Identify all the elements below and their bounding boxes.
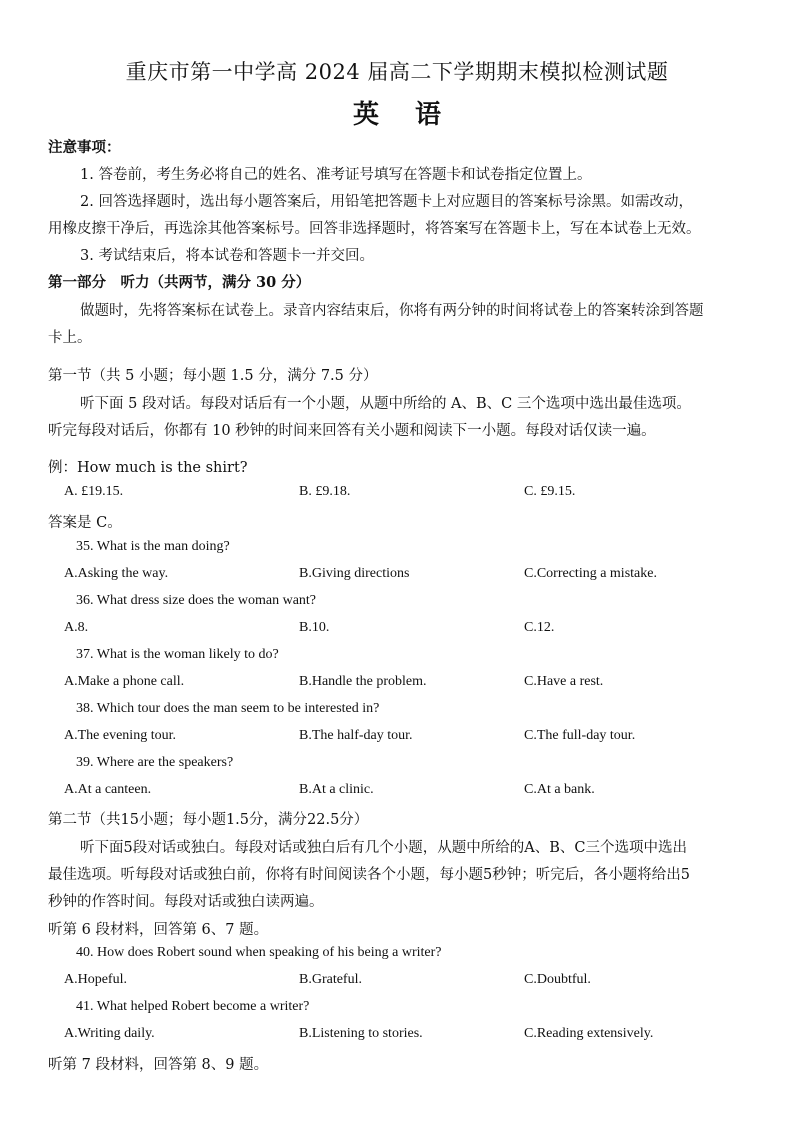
option-b: B.Handle the problem.	[299, 674, 427, 689]
option-b: B.The half-day tour.	[299, 728, 413, 743]
example-option-a: A. £19.15.	[64, 484, 124, 499]
section2-heading: 第二节（共15小题；每小题1.5分，满分22.5分）	[48, 812, 369, 828]
option-a: A.At a canteen.	[64, 782, 152, 797]
option-b: B.Grateful.	[299, 972, 362, 987]
option-c: C.At a bank.	[524, 782, 595, 797]
part1-intro: 卡上。	[48, 330, 92, 346]
question-41: 41. What helped Robert become a writer?	[76, 999, 310, 1014]
section1-intro: 听下面 5 段对话。每段对话后有一个小题，从题中所给的 A、B、C 三个选项中选出最佳选项。	[80, 396, 691, 412]
section1-intro: 听完每段对话后，你都有 10 秒钟的时间来回答有关小题和阅读下一小题。每段对话仅读一遍。	[48, 423, 656, 439]
option-a: A.Asking the way.	[64, 566, 169, 581]
example-answer: 答案是 C。	[48, 515, 122, 531]
option-a: A.8.	[64, 620, 89, 635]
section2-intro: 听下面5段对话或独白。每段对话或独白后有几个小题，从题中所给的A、B、C三个选项中选出	[80, 840, 687, 856]
option-c: C.Correcting a mistake.	[524, 566, 657, 581]
example-option-b: B. £9.18.	[299, 484, 351, 499]
option-a: A.Hopeful.	[64, 972, 127, 987]
notice-item: 3. 考试结束后，将本试卷和答题卡一并交回。	[80, 248, 374, 264]
subject-title: 英语	[352, 100, 477, 130]
section2-intro: 最佳选项。听每段对话或独白前，你将有时间阅读各个小题，每小题5秒钟；听完后，各小题将给出5	[48, 867, 690, 883]
question-37: 37. What is the woman likely to do?	[76, 647, 279, 662]
exam-title: 重庆市第一中学高 2024 届高二下学期期末模拟检测试题	[125, 60, 669, 84]
section2-intro: 秒钟的作答时间。每段对话或独白读两遍。	[48, 894, 324, 910]
notice-item: 1. 答卷前，考生务必将自己的姓名、准考证号填写在答题卡和试卷指定位置上。	[80, 167, 592, 183]
option-a: A.Writing daily.	[64, 1026, 155, 1041]
option-c: C.Doubtful.	[524, 972, 591, 987]
question-38: 38. Which tour does the man seem to be interested in?	[76, 701, 380, 716]
option-c: C.12.	[524, 620, 555, 635]
option-a: A.The evening tour.	[64, 728, 176, 743]
material-7-instruction: 听第 7 段材料，回答第 8、9 题。	[48, 1057, 269, 1073]
section1-heading: 第一节（共 5 小题；每小题 1.5 分，满分 7.5 分）	[48, 368, 378, 384]
option-b: B.Listening to stories.	[299, 1026, 423, 1041]
option-c: C.The full-day tour.	[524, 728, 636, 743]
question-36: 36. What dress size does the woman want?	[76, 593, 317, 608]
example-question: 例：How much is the shirt?	[48, 460, 248, 476]
option-b: B.Giving directions	[299, 566, 410, 581]
notice-item: 2. 回答选择题时，选出每小题答案后，用铅笔把答题卡上对应题目的答案标号涂黑。如需改动，	[80, 194, 693, 210]
material-6-instruction: 听第 6 段材料，回答第 6、7 题。	[48, 922, 269, 938]
option-a: A.Make a phone call.	[64, 674, 185, 689]
question-39: 39. Where are the speakers?	[76, 755, 234, 770]
option-c: C.Have a rest.	[524, 674, 604, 689]
part1-heading: 第一部分 听力（共两节，满分 30 分）	[48, 274, 311, 291]
option-c: C.Reading extensively.	[524, 1026, 654, 1041]
question-35: 35. What is the man doing?	[76, 539, 230, 554]
notice-item: 用橡皮擦干净后，再选涂其他答案标号。回答非选择题时，将答案写在答题卡上，写在本试卷上无效。	[48, 221, 701, 237]
part1-intro: 做题时，先将答案标在试卷上。录音内容结束后，你将有两分钟的时间将试卷上的答案转涂到答题	[80, 303, 704, 319]
example-option-c: C. £9.15.	[524, 484, 576, 499]
notice-heading: 注意事项：	[48, 139, 121, 156]
option-b: B.At a clinic.	[299, 782, 374, 797]
question-40: 40. How does Robert sound when speaking of his being a writer?	[76, 945, 442, 960]
option-b: B.10.	[299, 620, 330, 635]
